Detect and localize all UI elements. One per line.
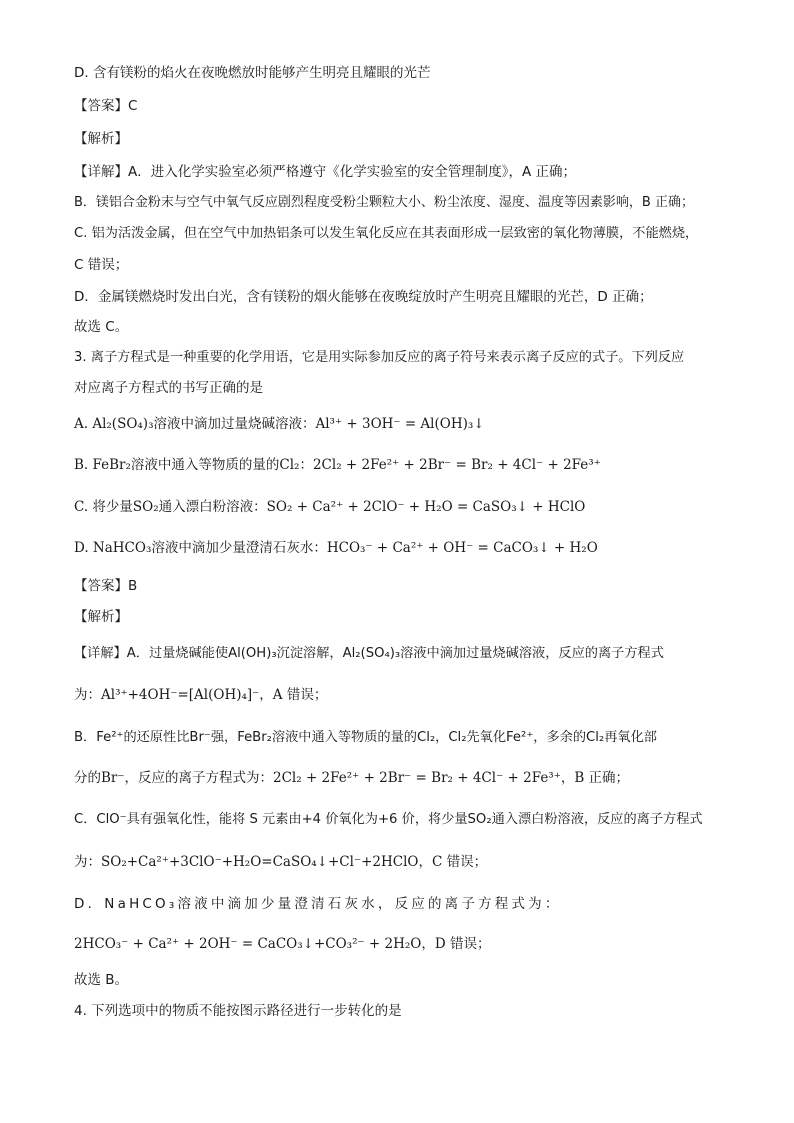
text-line: 【详解】A．进入化学实验室必须严格遵守《化学实验室的安全管理制度》，A 正确； [74,164,577,180]
question-stem: 3. 离子方程式是一种重要的化学用语，它是用实际参加反应的离子符号来表示离子反应的式子。下列反应 [74,350,685,365]
question-stem: 对应离子方程式的书写正确的是 [74,380,263,396]
text-line: 为：Al³⁺+4OH⁻=[Al(OH)₄]⁻，A 错误； [74,687,328,703]
text-line: C．ClO⁻具有强氧化性，能将 S 元素由+4 价氧化为+6 价，将少量SO₂通入漂白粉溶液，反应的离子方程式 [74,812,703,827]
option-b: B. FeBr₂溶液中通入等物质的量的Cl₂：2Cl₂ + 2Fe²⁺ + 2Br⁻ = Br₂ + 4Cl⁻ + 2Fe³⁺ [74,457,601,473]
analysis-label: 【解析】 [74,609,128,625]
text-line: 分的Br⁻，反应的离子方程式为：2Cl₂ + 2Fe²⁺ + 2Br⁻ = Br₂ + 4Cl⁻ + 2Fe³⁺，B 正确； [74,770,630,786]
analysis-label: 【解析】 [74,131,128,147]
text-line: 故选 C。 [74,319,129,335]
text-line: 【详解】A．过量烧碱能使Al(OH)₃沉淀溶解，Al₂(SO₄)₃溶液中滴加过量烧碱溶液，反应的离子方程式 [74,646,664,661]
text-line: 2HCO₃⁻ + Ca²⁺ + 2OH⁻ = CaCO₃↓+CO₃²⁻ + 2H₂O，D 错误； [74,936,491,952]
text-line: C 错误； [74,257,129,273]
text-line: B．Fe²⁺的还原性比Br⁻强，FeBr₂溶液中通入等物质的量的Cl₂，Cl₂先氧化Fe²⁺，多余的Cl₂再氧化部 [74,730,657,745]
text-line: B．镁铝合金粉末与空气中氧气反应剧烈程度受粉尘颗粒大小、粉尘浓度、湿度、温度等因素影响，B 正确； [74,195,694,210]
text-line: D．NaHCO₃溶液中滴加少量澄清石灰水，反应的离子方程式为： [74,896,562,912]
text-line: D．金属镁燃烧时发出白光，含有镁粉的烟火能够在夜晚绽放时产生明亮且耀眼的光芒，D 正确； [74,289,653,305]
text-line: 为：SO₂+Ca²⁺+3ClO⁻+H₂O=CaSO₄↓+Cl⁻+2HClO，C 错误； [74,854,488,870]
answer-label: 【答案】C [74,98,138,114]
option-a: A. Al₂(SO₄)₃溶液中滴加过量烧碱溶液：Al³⁺ + 3OH⁻ = Al(OH)₃↓ [74,416,485,432]
text-line: 故选 B。 [74,972,129,988]
text-line: C. 铝为活泼金属，但在空气中加热铝条可以发生氧化反应在其表面形成一层致密的氧化物薄膜，不能燃烧， [74,226,699,241]
option-c: C. 将少量SO₂通入漂白粉溶液：SO₂ + Ca²⁺ + 2ClO⁻ + H₂O = CaSO₃↓ + HClO [74,499,586,515]
answer-label: 【答案】B [74,578,138,594]
text-line: D. 含有镁粉的焰火在夜晚燃放时能够产生明亮且耀眼的光芒 [74,65,431,81]
option-d: D. NaHCO₃溶液中滴加少量澄清石灰水：HCO₃⁻ + Ca²⁺ + OH⁻ = CaCO₃↓ + H₂O [74,540,598,556]
question-stem: 4. 下列选项中的物质不能按图示路径进行一步转化的是 [74,1003,402,1019]
